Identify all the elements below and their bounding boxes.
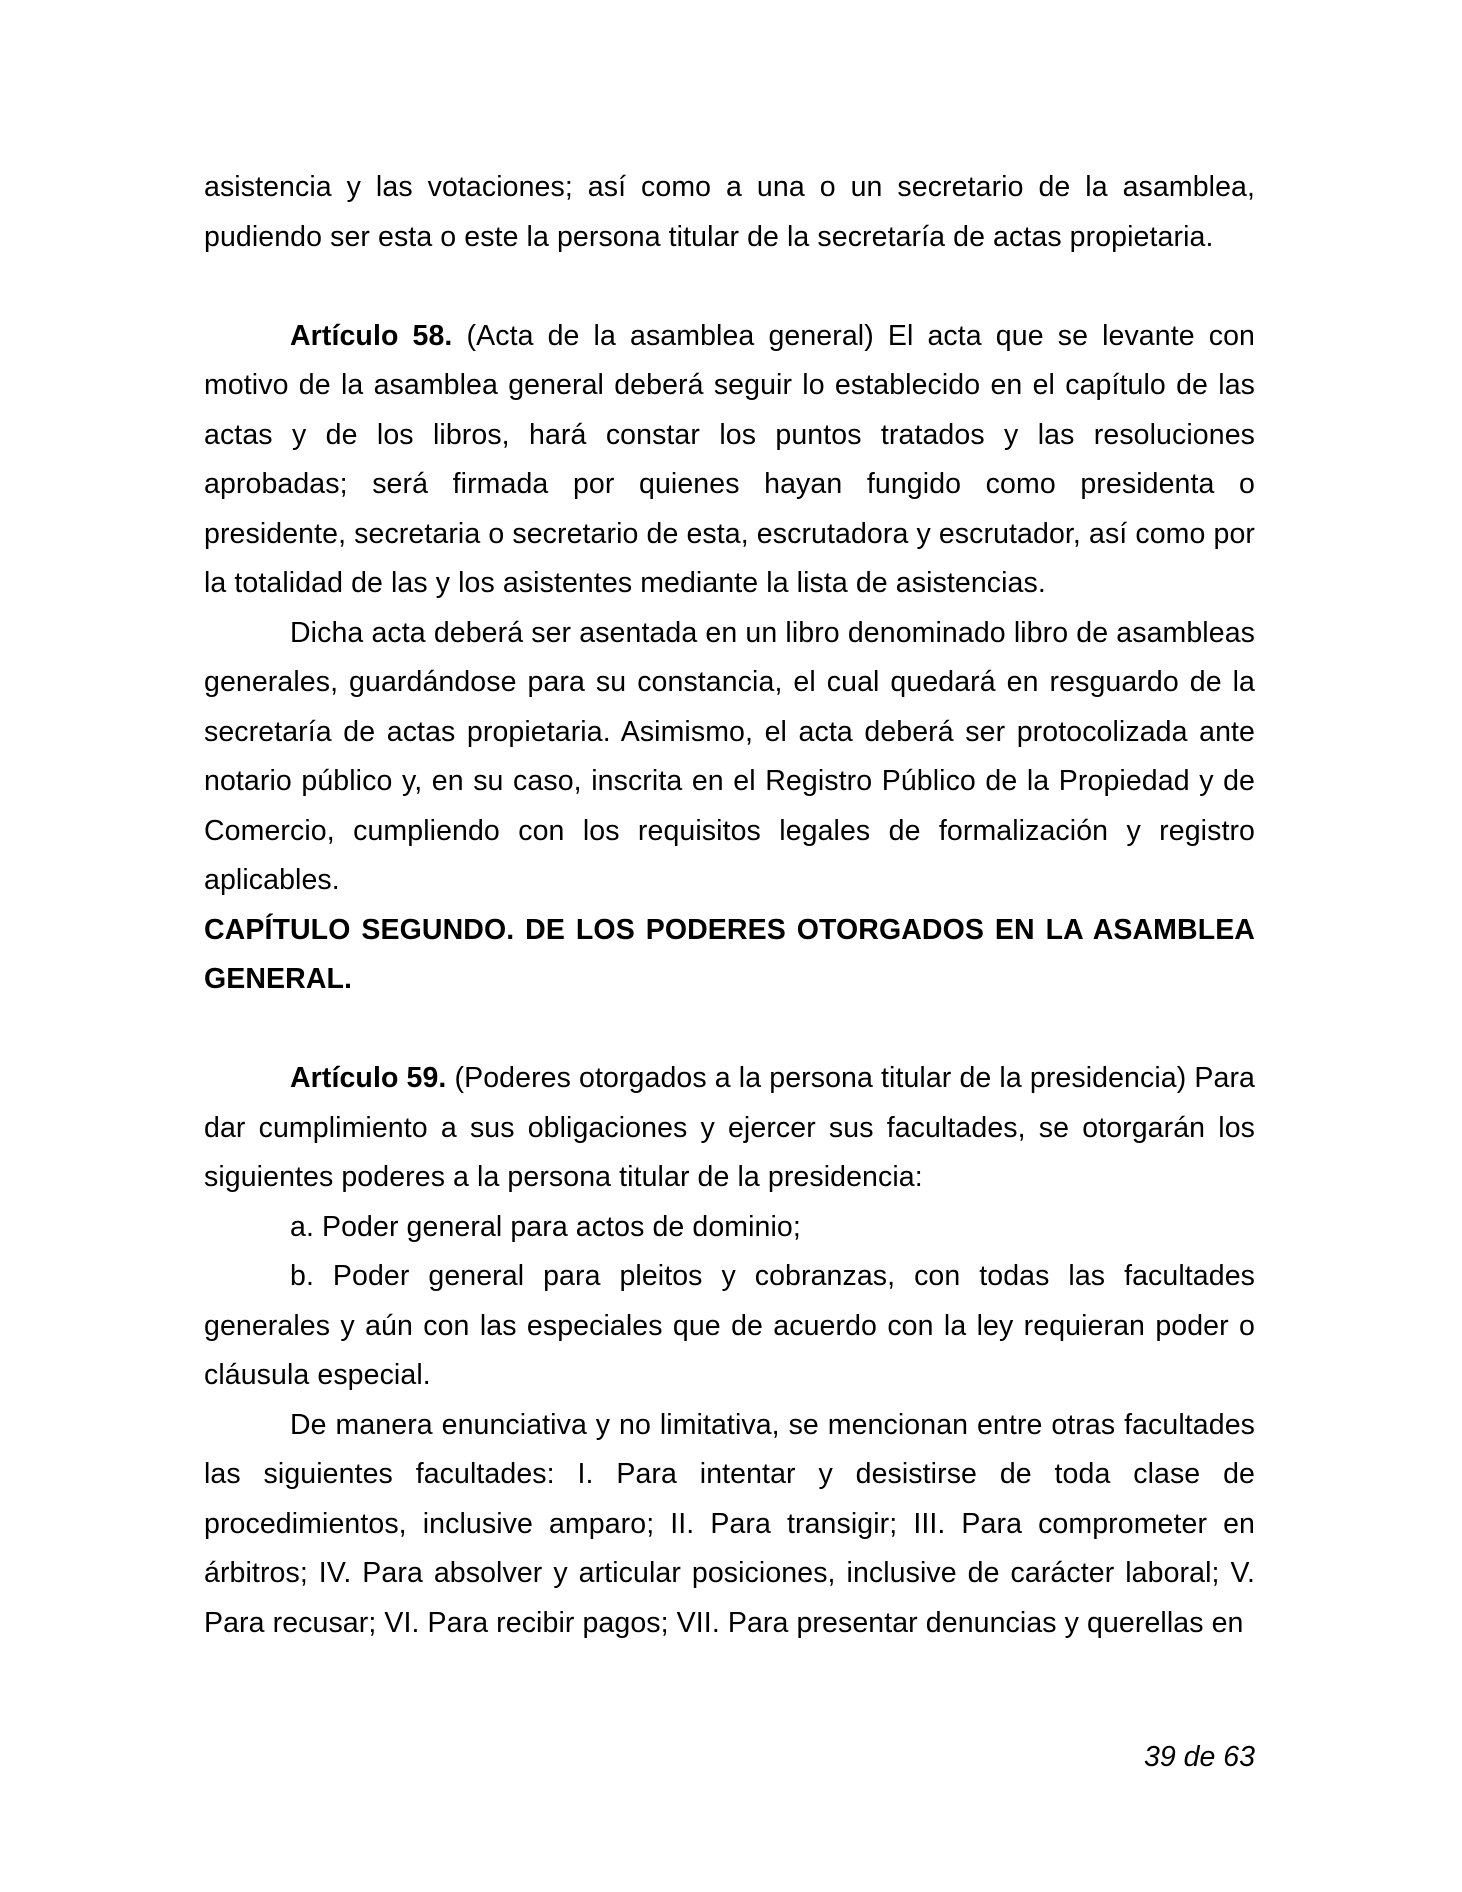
article-59-text: (Poderes otorgados a la persona titular de la presidencia) Para dar cumplimiento a sus obligaciones y ejercer sus facultades, se otorgarán los siguientes poderes a la persona titular de la presidencia: [204, 1062, 1255, 1193]
list-item-a: a. Poder general para actos de dominio; [290, 1210, 801, 1243]
article-58-label: Artículo 58. [290, 319, 453, 352]
paragraph-de-manera: De manera enunciativa y no limitativa, se mencionan entre otras facultades las siguientes facultades: I. Para intentar y desistirse de toda clase de procedimientos, inclusive amparo; II. Para transigir; III. Para comprometer en árbitros; IV. Para absolver y articular posiciones, inclusive de carácter laboral; V. Para recusar; VI. Para recibir pagos; VII. Para presentar denuncias y querellas en [204, 1408, 1255, 1639]
list-item-b: b. Poder general para pleitos y cobranzas, con todas las facultades generales y aún con las especiales que de acuerdo con la ley requieran poder o cláusula especial. [204, 1260, 1255, 1391]
document-body [204, 163, 1255, 1648]
article-58-paragraph [204, 312, 1255, 609]
chapter-heading: CAPÍTULO SEGUNDO. DE LOS PODERES OTORGADOS EN LA ASAMBLEA GENERAL. [204, 913, 1255, 995]
page-number: 39 de 63 [1144, 1741, 1255, 1773]
paragraph-continuation: asistencia y las votaciones; así como a una o un secretario de la asamblea, pudiendo ser esta o este la persona titular de la secretaría de actas propietaria. [204, 171, 1255, 253]
article-59-paragraph [204, 1054, 1255, 1203]
paragraph-dicha-acta: Dicha acta deberá ser asentada en un libro denominado libro de asambleas generales, guardándose para su constancia, el cual quedará en resguardo de la secretaría de actas propietaria. Asimismo, el acta deberá ser protocolizada ante notario público y, en su caso, inscrita en el Registro Público de la Propiedad y de Comercio, cumpliendo con los requisitos legales de formalización y registro aplicables. [204, 616, 1255, 896]
article-58-text: (Acta de la asamblea general) El acta que se levante con motivo de la asamblea general deberá seguir lo establecido en el capítulo de las actas y de los libros, hará constar los puntos tratados y las resoluciones aprobadas; será firmada por quienes hayan fungido como presidenta o presidente, secretaria o secretario de esta, escrutadora y escrutador, así como por la totalidad de las y los asistentes mediante la lista de asistencias. [204, 319, 1255, 599]
article-59-label: Artículo 59. [290, 1062, 447, 1094]
